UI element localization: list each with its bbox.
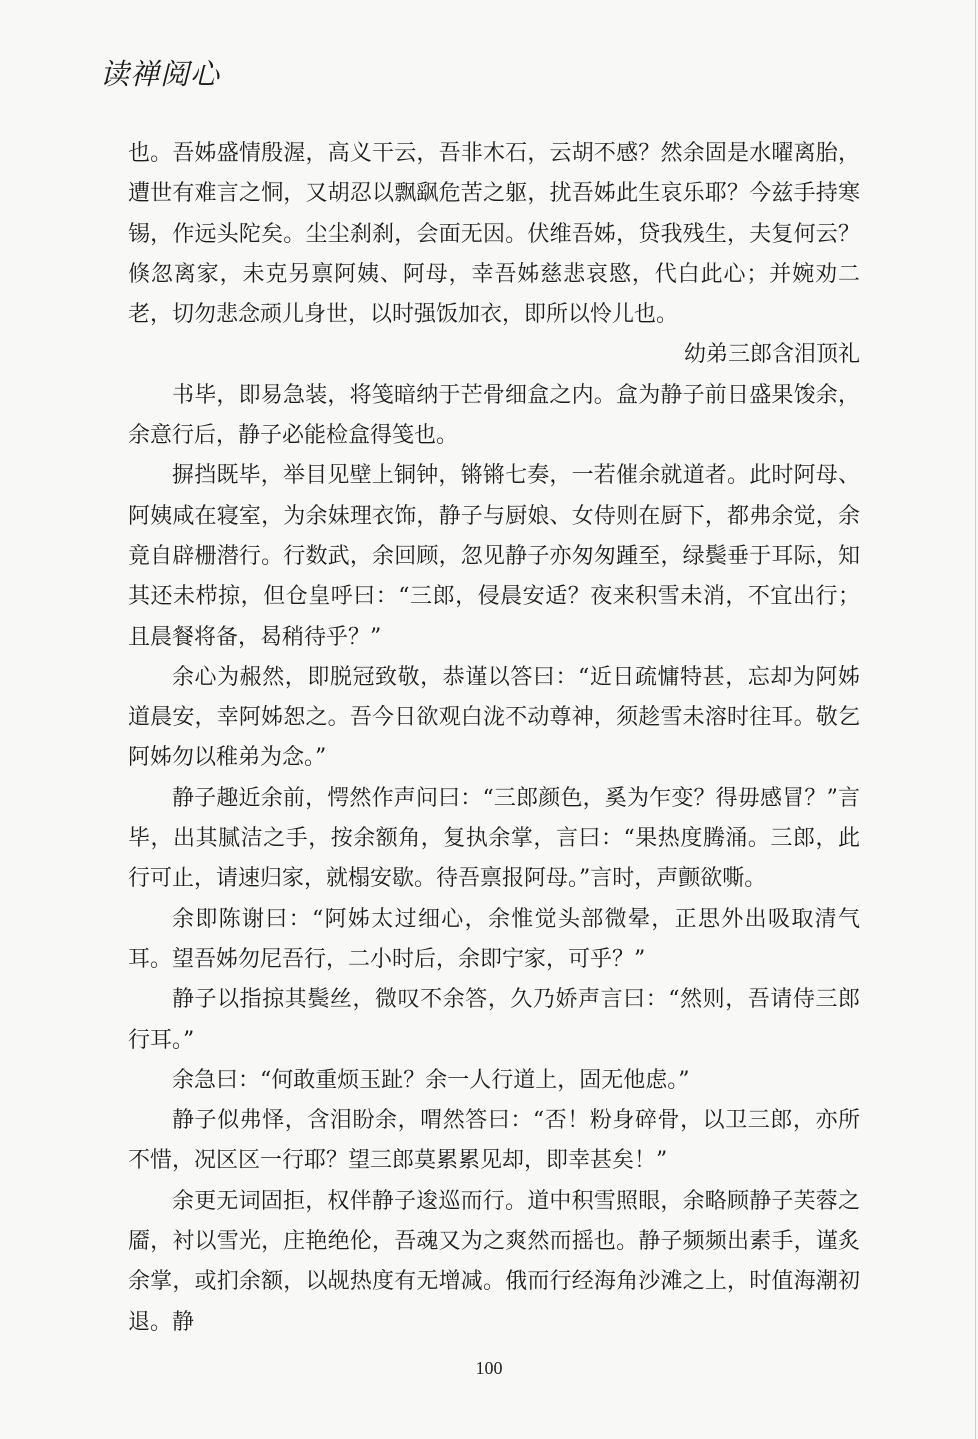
paragraph: 余即陈谢曰：“阿姊太过细心，余惟觉头部微晕，正思外出吸取清气耳。望吾姊勿尼吾行，二小时后，余即宁家，可乎？”	[128, 906, 860, 972]
paragraph: 静子似弗怿，含泪盼余，喟然答曰：“否！粉身碎骨，以卫三郎，亦所不惜，况区区一行耶？望三郎莫累累见却，即幸甚矣！”	[128, 1108, 860, 1174]
paragraph: 余急曰：“何敢重烦玉趾？余一人行道上，固无他虑。”	[172, 1067, 690, 1093]
page-number: 100	[475, 1358, 503, 1378]
paragraph: 余更无词固拒，权伴静子逡巡而行。道中积雪照眼，余略顾静子芙蓉之靥，衬以雪光，庄艳绝伦，吾魂又为之爽然而摇也。静子频频出素手，谨炙余掌，或扪余额，以觇热度有无增减。俄而行经海角沙滩之上，时值海潮初退。静	[128, 1188, 860, 1335]
letter-signature: 幼弟三郎含泪顶礼	[683, 342, 860, 368]
running-head: 读禅阅心	[100, 57, 221, 91]
paragraph: 余心为赧然，即脱冠致敬，恭谨以答曰：“近日疏慵特甚，忘却为阿姊道晨安，幸阿姊恕之。吾今日欲观白泷不动尊神，须趁雪未溶时往耳。敬乞阿姊勿以稚弟为念。”	[128, 664, 860, 771]
paragraph: 摒挡既毕，举目见壁上铜钟，锵锵七奏，一若催余就道者。此时阿母、阿姨咸在寝室，为余妹理衣饰，静子与厨娘、女侍则在厨下，都弗余觉，余竟自辟栅潜行。行数武，余回顾，忽见静子亦匆匆踵至，绿鬓垂于耳际，知其还未栉掠，但仓皇呼曰：“三郎，侵晨安适？夜来积雪未消，不宜出行；且晨餐将备，曷稍待乎？”	[128, 463, 860, 650]
page-edge	[975, 0, 976, 1439]
body-text	[128, 134, 860, 1343]
paragraph: 静子以指掠其鬓丝，微叹不余答，久乃娇声言曰：“然则，吾请侍三郎行耳。”	[128, 987, 860, 1053]
paragraph: 也。吾姊盛情殷渥，高义干云，吾非木石，云胡不感？然余固是水曜离胎，遭世有难言之恫，又胡忍以飘飖危苦之躯，扰吾姊此生哀乐耶？今兹手持寒锡，作远头陀矣。尘尘刹刹，会面无因。伏维吾姊，贷我残生，夫复何云？倏忽离家，未克另禀阿姨、阿母，幸吾姊慈悲哀愍，代白此心；并婉劝二老，切勿悲念顽儿身世，以时强饭加衣，即所以怜儿也。	[128, 141, 860, 328]
paragraph: 书毕，即易急装，将笺暗纳于芒骨细盒之内。盒为静子前日盛果馂余，余意行后，静子必能检盒得笺也。	[128, 382, 860, 449]
paragraph: 静子趣近余前，愕然作声问曰：“三郎颜色，奚为乍变？得毋感冒？”言毕，出其腻洁之手，按余额角，复执余掌，言曰：“果热度腾涌。三郎，此行可止，请速归家，就榻安歇。待吾禀报阿母。”言时，声颤欲嘶。	[128, 785, 860, 892]
